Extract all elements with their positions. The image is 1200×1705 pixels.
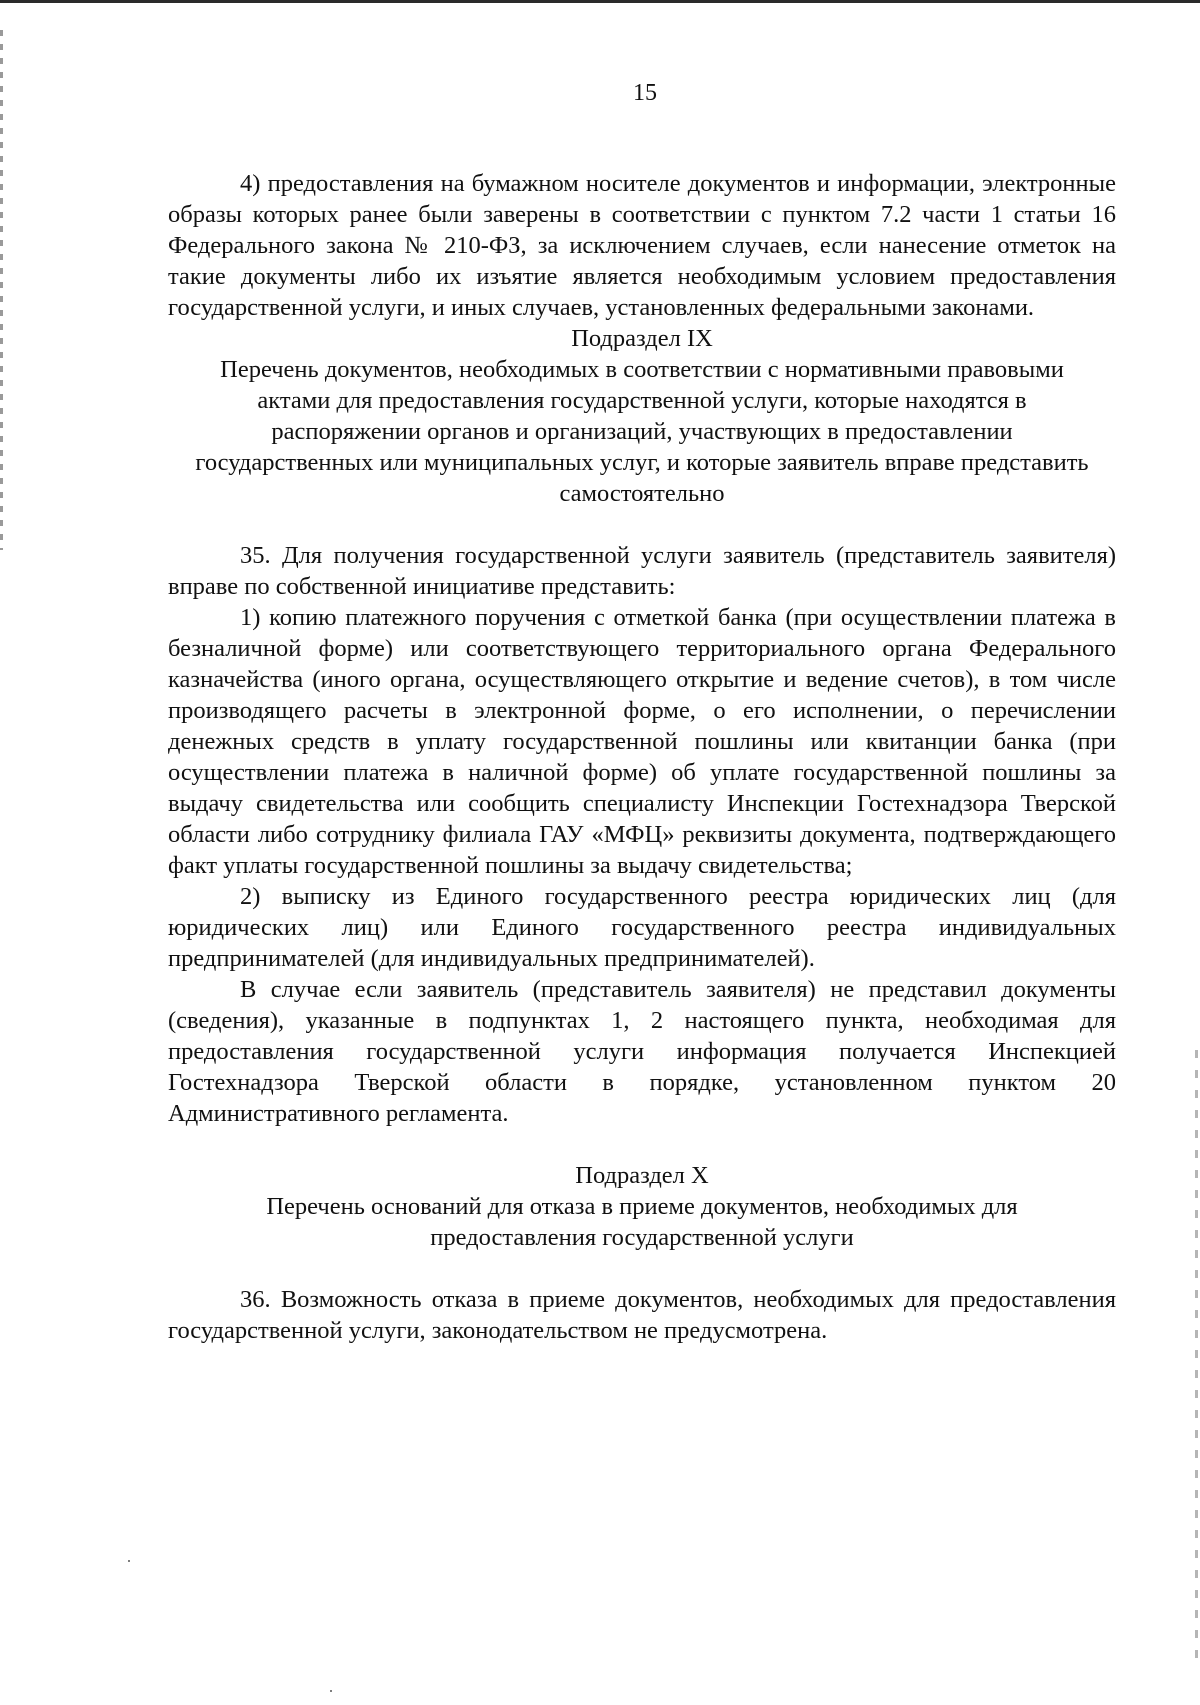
subsection-10-label: Подраздел X [575, 1162, 709, 1189]
scan-right-edge [1195, 1050, 1198, 1670]
spacer [168, 1253, 1116, 1284]
scan-speck [128, 1560, 130, 1562]
spacer [168, 1129, 1116, 1160]
paragraph-35-case: В случае если заявитель (представитель заявителя) не представил документы (сведения), указанные в подпунктах 1, 2 настоящего пункта, необходимая для предоставления государственной услуги информация получается Инспекцией Гостехнадзора Тверской области в порядке, установленном пунктом 20 Административного регламента. [168, 976, 1116, 1127]
paragraph-36: 36. Возможность отказа в приеме документов, необходимых для предоставления государственной услуги, законодательством не предусмотрена. [168, 1286, 1116, 1344]
scan-speck [330, 1690, 332, 1692]
page-number: 15 [633, 80, 657, 106]
subsection-9-title: Перечень документов, необходимых в соответствии с нормативными правовыми актами для предоставления государственной услуги, которые находятся в распоряжении органов и организаций, участвующих в предоставлении государственных или муниципальных услуг, и которые заявитель вправе представить самостоятельно [195, 356, 1089, 507]
paragraph-35-item-2: 2) выписку из Единого государственного реестра юридических лиц (для юридических лиц) или Единого государственного реестра индивидуальных предпринимателей (для индивидуальных предпринимателей). [168, 883, 1116, 972]
subsection-10-title: Перечень оснований для отказа в приеме документов, необходимых для предоставления государственной услуги [266, 1193, 1018, 1251]
spacer [168, 509, 1116, 540]
paragraph-35-item-1: 1) копию платежного поручения с отметкой банка (при осуществлении платежа в безналичной форме) или соответствующего территориального органа Федерального казначейства (иного органа, осуществляющего открытие и ведение счетов), в том числе производящего расчеты в электронной форме, о его исполнении, о перечислении денежных средств в уплату государственной пошлины или квитанции банка (при осуществлении платежа в наличной форме) об уплате государственной пошлины за выдачу свидетельства или сообщить специалисту Инспекции Гостехнадзора Тверской области либо сотруднику филиала ГАУ «МФЦ» реквизиты документа, подтверждающего факт уплаты государственной пошлины за выдачу свидетельства; [168, 604, 1116, 879]
scan-top-edge [0, 0, 1200, 3]
paragraph-item-4: 4) предоставления на бумажном носителе документов и информации, электронные образы которых ранее были заверены в соответствии с пунктом 7.2 части 1 статьи 16 Федерального закона № 210-ФЗ, за исключением случаев, если нанесение отметок на такие документы либо их изъятие является необходимым условием предоставления государственной услуги, и иных случаев, установленных федеральными законами. [168, 170, 1116, 321]
scan-left-edge [0, 30, 3, 550]
document-body [168, 168, 1116, 1346]
subsection-9-label: Подраздел IX [571, 325, 713, 352]
paragraph-35-intro: 35. Для получения государственной услуги заявитель (представитель заявителя) вправе по собственной инициативе представить: [168, 542, 1116, 600]
